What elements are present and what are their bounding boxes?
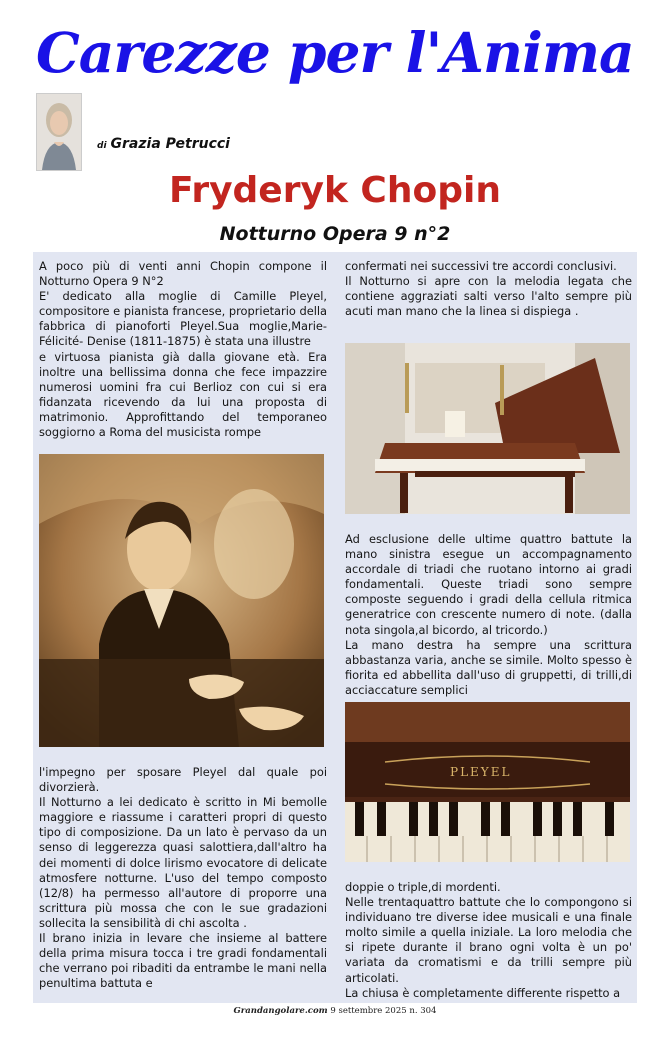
pleyel-keyboard-image xyxy=(345,702,630,862)
paragraph: A poco più di venti anni Chopin compone il Notturno Opera 9 N°2 xyxy=(39,259,327,289)
paragraph: La chiusa è completamente differente rispetto a xyxy=(345,985,621,1000)
author-byline xyxy=(97,136,230,152)
paragraph: La mano destra ha sempre una scrittura abbastanza varia, anche se simile. Molto spesso è fiorita ed abbellita dall'uso di gruppetti, di trilli,di acciaccature semplici xyxy=(345,637,632,697)
chopin-portrait-image xyxy=(39,454,324,747)
masthead-title: Carezze per l'Anima xyxy=(36,20,634,85)
column-1-bottom xyxy=(39,765,327,991)
footer xyxy=(0,1006,670,1016)
footer-issue: 9 settembre 2025 n. 304 xyxy=(330,1006,437,1016)
pleyel-brand-label: PLEYEL xyxy=(450,765,512,779)
paragraph: e virtuosa pianista già dalla giovane età. Era inoltre una bellissima donna che fece impazzire numerosi uomini fra cui Berlioz con cui si era fidanzata ricevendo da lui una proposta di matrimonio. Approfittando del temporaneo soggiorno a Roma del musicista rompe xyxy=(39,349,327,440)
article-subtitle: Notturno Opera 9 n°2 xyxy=(219,223,451,245)
paragraph: Nelle trentaquattro battute che lo compongono si individuano tre diverse idee musicali e una finale molto simile a quella iniziale. La loro melodia che si ripete durante il brano ogni volta è un po' variata da cromatismi e da trilli sempre più articolati. xyxy=(345,895,632,985)
paragraph: confermati nei successivi tre accordi conclusivi. xyxy=(345,259,617,273)
paragraph: E' dedicato alla moglie di Camille Pleyel, compositore e pianista francese, proprietario della fabbrica di pianoforti Pleyel.Sua moglie,Marie- Félicité- Denise (1811-1875) è stata una illustre xyxy=(39,289,328,349)
grand-piano-image xyxy=(345,343,630,514)
article-title: Fryderyk Chopin xyxy=(169,170,501,211)
column-2-bottom xyxy=(345,880,632,1001)
paragraph: Ad esclusione delle ultime quattro battute la mano sinistra esegue un accompagnamento accordale di triadi che ruotano intorno ai gradi fondamentali. Queste triadi sono sempre composte seguendo i gradi della cellula ritmica generatrice con crescente numero di note. (dalla nota singola,al bicordo, al tricordo.) xyxy=(345,532,632,637)
paragraph: Il Notturno si apre con la melodia legata che contiene aggraziati salti verso l'alto sempre più acuti man mano che la linea si dispiega . xyxy=(345,274,632,319)
paragraph: l'impegno per sposare Pleyel dal quale poi divorzierà. xyxy=(39,765,327,795)
column-1-top xyxy=(39,259,327,440)
column-2-middle xyxy=(345,532,632,698)
paragraph: doppie o triple,di mordenti. xyxy=(345,880,501,894)
paragraph: Il brano inizia in levare che insieme al battere della prima misura tocca i tre gradi fondamentali che verrano poi ribaditi da entrambe le mani nella penultima battuta e xyxy=(39,931,327,991)
column-2-top xyxy=(345,259,632,319)
author-prefix: di xyxy=(97,141,107,151)
paragraph: Il Notturno a lei dedicato è scritto in Mi bemolle maggiore e riassume i caratteri propri di questo tipo di composizione. Da un lato è pervaso da un senso di leggerezza quasi salottiera,dall'altro ha dei momenti di dolce lirismo evocatore di delicate atmosfere notturne. L'uso del tempo composto (12/8) ha permesso all'autore di proporre una scrittura più mossa che con le sue gradazioni sollecita la sensibilità di chi ascolta . xyxy=(39,795,327,930)
author-name: Grazia Petrucci xyxy=(110,136,230,152)
footer-site: Grandangolare.com xyxy=(233,1006,328,1016)
author-photo xyxy=(36,93,82,171)
